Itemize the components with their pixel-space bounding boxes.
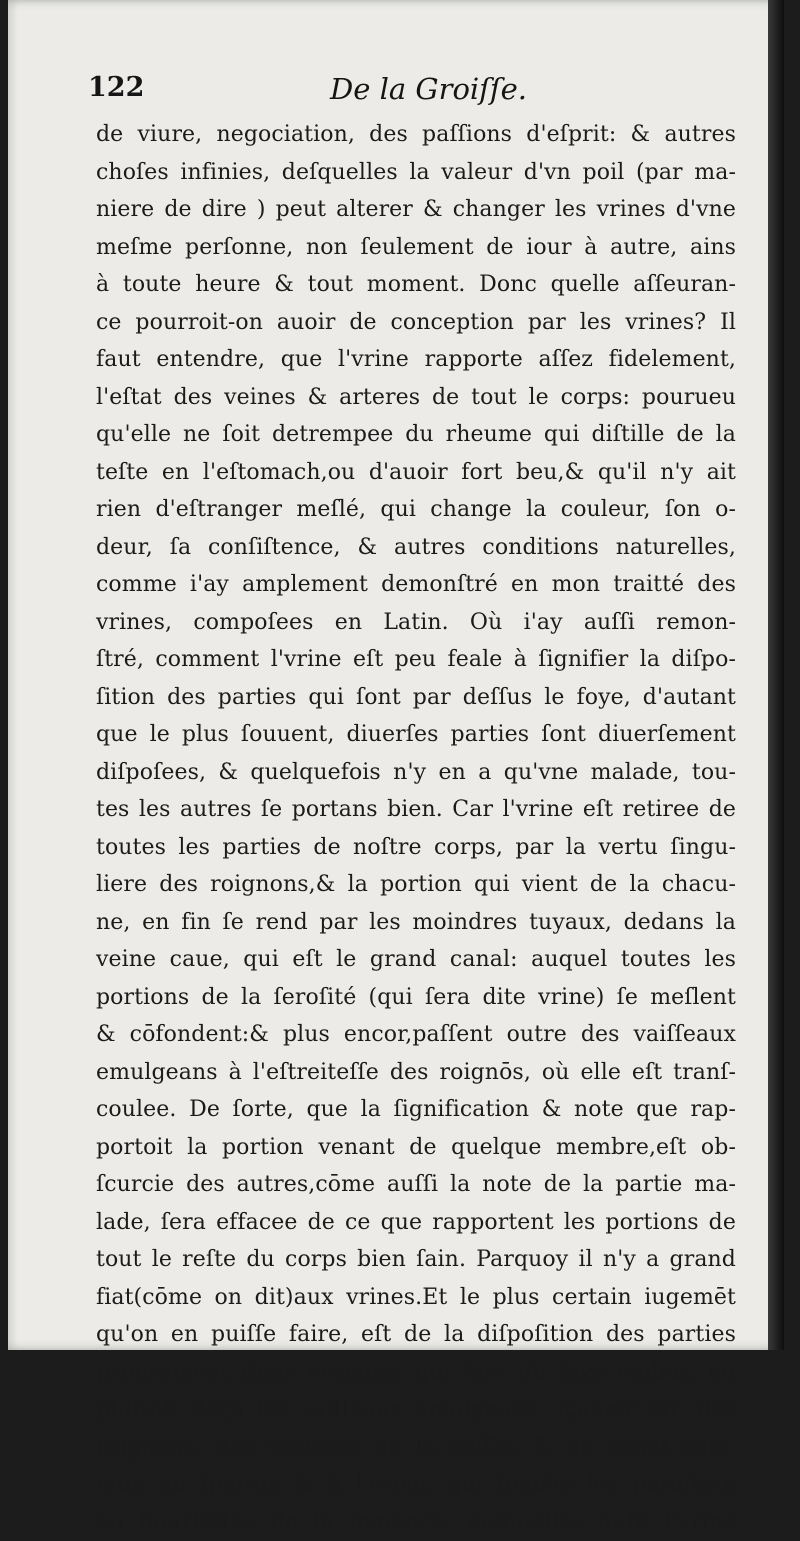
text-line: & cōfondent:& plus encor,paſſent outre des vaiſſeaux [96, 1016, 736, 1054]
text-line: ſition des parties qui ſont par deſſus le foye, d'autant [96, 679, 736, 717]
text-line: rien d'eſtranger meſlé, qui change la couleur, ſon o- [96, 491, 736, 529]
text-line: ce pourroit-on auoir de conception par les vrines? Il [96, 304, 736, 342]
text-line: liere des roignons,& la portion qui vient de la chacu- [96, 866, 736, 904]
text-line: ne, en fin ſe rend par les moindres tuyaux, dedans la [96, 904, 736, 942]
text-line: veine caue, qui eſt le grand canal: auquel toutes les [96, 941, 736, 979]
text-line: toutes les parties de noſtre corps, par la vertu ſingu- [96, 829, 736, 867]
text-line: ſtré, comment l'vrine eſt peu feale à ſignifier la diſpo- [96, 641, 736, 679]
text-line: choſes infinies, deſquelles la valeur d'vn poil (par ma- [96, 154, 736, 192]
page-edge-shadow [768, 0, 784, 1350]
page-header [88, 72, 738, 112]
running-title: De la Groiſſe. [330, 72, 527, 106]
text-line: proprement dites vrinales, qui ſont du foye embas, ou [96, 1354, 736, 1392]
text-line: ſcurcie des autres,cōme auſſi la note de la partie ma- [96, 1166, 736, 1204]
page-number: 122 [88, 72, 144, 103]
body-text [96, 116, 736, 1541]
book-page [8, 0, 784, 1350]
text-line: de viure, negociation, des paſſions d'eſprit: & autres [96, 116, 736, 154]
text-line: portions de la ſeroſité (qui ſera dite vrine) ſe meſlent [96, 979, 736, 1017]
text-line: diſpoſees, & quelquefois n'y en a qu'vne malade, tou- [96, 754, 736, 792]
text-line: faut entendre, que l'vrine rapporte aſſez fidelement, [96, 341, 736, 379]
text-line: tout le reſte du corps bien ſain. Parquoy il n'y a grand [96, 1241, 736, 1279]
text-line: deur, ſa conſiſtence, & autres conditions naturelles, [96, 529, 736, 567]
text-line: fiat(cōme on dit)aux vrines.Et le plus certain iugemēt [96, 1279, 736, 1317]
text-line: qu'on en puiſſe faire, eſt de la diſpoſition des parties [96, 1316, 736, 1354]
text-line: vrines, compoſees en Latin. Où i'ay auſſi remon- [96, 604, 736, 642]
text-line: à toute heure & tout moment. Donc quelle aſſeuran- [96, 266, 736, 304]
text-line: emulgeans à l'eſtreiteſſe des roignōs, où elle eſt tranſ- [96, 1054, 736, 1092]
text-line: lade, ſera effacee de ce que rapportent les portions de [96, 1204, 736, 1242]
text-line: meſme perſonne, non ſeulement de iour à autre, ains [96, 229, 736, 267]
text-line: roignons, des vreteres de la veſſie, & du canal com- [96, 1429, 736, 1467]
text-line: teſte en l'eſtomach,ou d'auoir fort beu,& qu'il n'y ait [96, 454, 736, 492]
text-line: ou bourſettes de la ſemence, deſquelles auſſi l'vrine [96, 1504, 736, 1541]
text-line: portoit la portion venant de quelque membre,eſt ob- [96, 1129, 736, 1167]
text-line: coulee. De ſorte, que la ſignification & note que rap- [96, 1091, 736, 1129]
text-line: tes les autres ſe portans bien. Car l'vrine eſt retiree de [96, 791, 736, 829]
text-line: pluſtoſt deçà les vaiſſeaux emulgeans: ſçauoir eſt, des [96, 1391, 736, 1429]
text-line: mun au ſperme & à l'vrine, qui touche les paraſtete [96, 1466, 736, 1504]
text-line: que le plus ſouuent, diuerſes parties ſont diuerſement [96, 716, 736, 754]
text-line: comme i'ay amplement demonſtré en mon traitté des [96, 566, 736, 604]
text-line: qu'elle ne ſoit detrempee du rheume qui diſtille de la [96, 416, 736, 454]
text-line: l'eſtat des veines & arteres de tout le corps: pourueu [96, 379, 736, 417]
text-line: niere de dire ) peut alterer & changer les vrines d'vne [96, 191, 736, 229]
